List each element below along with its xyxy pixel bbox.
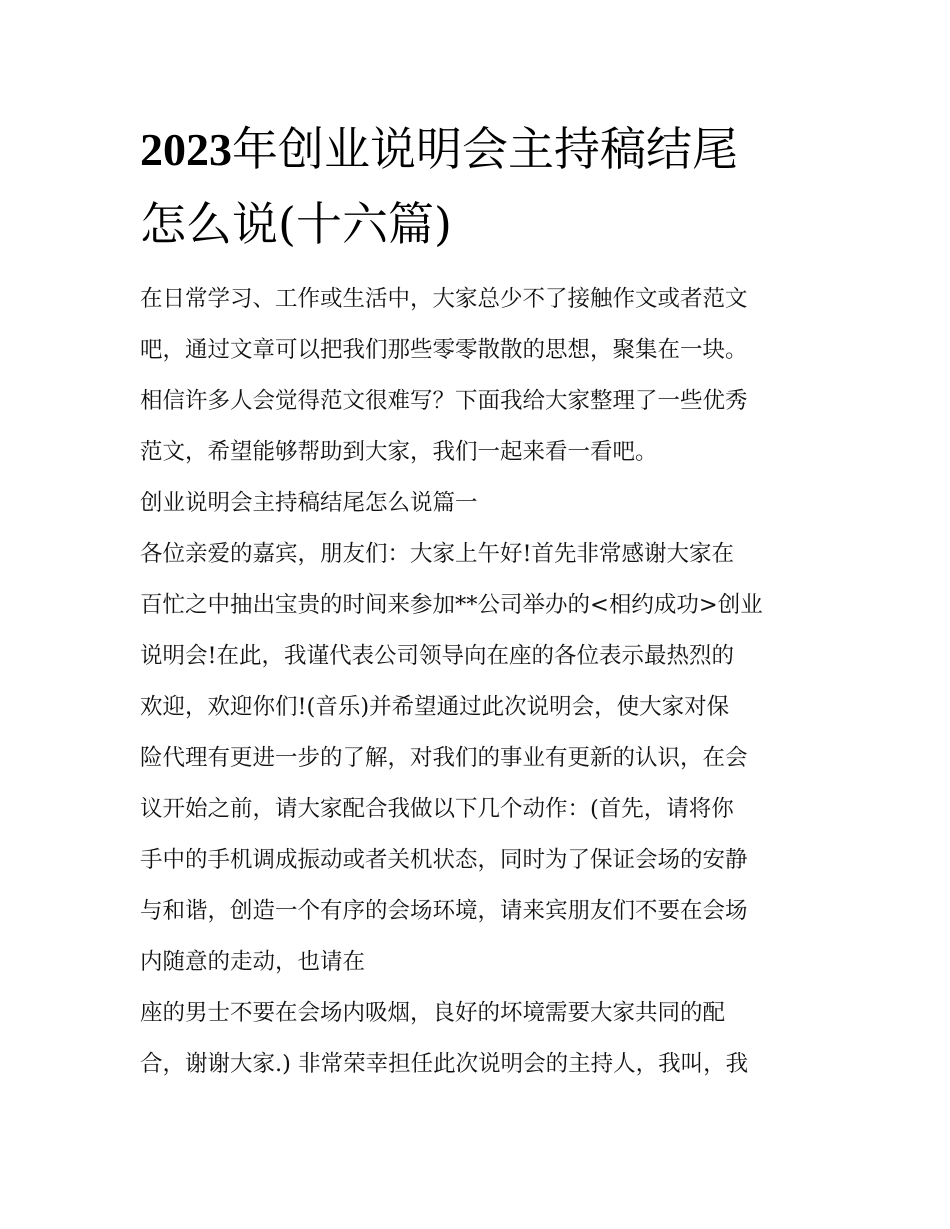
paragraph-line: 座的男士不要在会场内吸烟，良好的坏境需要大家共同的配 (140, 1000, 726, 1026)
intro-line: 吧，通过文章可以把我们那些零零散散的思想，聚集在一块。 (140, 337, 748, 363)
intro-paragraph (140, 274, 815, 478)
paragraph-line: 险代理有更进一步的了解，对我们的事业有更新的认识，在会 (140, 745, 748, 771)
paragraph-line: 合，谢谢大家.) 非常荣幸担任此次说明会的主持人，我叫，我 (140, 1051, 749, 1077)
title-line1-rest: 年创业说明会主持稿结尾 (232, 122, 738, 176)
speech-paragraph-1 (140, 529, 815, 988)
intro-line: 相信许多人会觉得范文很难写？下面我给大家整理了一些优秀 (140, 388, 748, 414)
paragraph-line: 各位亲爱的嘉宾，朋友们：大家上午好!首先非常感谢大家在 (140, 541, 735, 567)
section-heading (140, 478, 815, 529)
document-title (140, 112, 820, 261)
title-year: 2023 (140, 124, 232, 175)
intro-line: 范文，希望能够帮助到大家，我们一起来看一看吧。 (140, 439, 658, 465)
paragraph-line: 说明会!在此，我谨代表公司领导向在座的各位表示最热烈的 (140, 643, 735, 669)
paragraph-line: 与和谐，创造一个有序的会场环境，请来宾朋友们不要在会场 (140, 898, 748, 924)
paragraph-line: 百忙之中抽出宝贵的时间来参加**公司举办的<相约成功>创业 (140, 592, 763, 618)
title-line2: 怎么说(十六篇) (140, 197, 452, 251)
section-heading-text: 创业说明会主持稿结尾怎么说篇一 (140, 490, 478, 516)
speech-paragraph-2 (140, 988, 815, 1090)
intro-line: 在日常学习、工作或生活中，大家总少不了接触作文或者范文 (140, 286, 748, 312)
paragraph-line: 议开始之前，请大家配合我做以下几个动作：(首先，请将你 (140, 796, 734, 822)
paragraph-line: 手中的手机调成振动或者关机状态，同时为了保证会场的安静 (140, 847, 748, 873)
paragraph-line: 内随意的走动，也请在 (140, 949, 366, 975)
paragraph-line: 欢迎，欢迎你们!(音乐)并希望通过此次说明会，使大家对保 (140, 694, 730, 720)
